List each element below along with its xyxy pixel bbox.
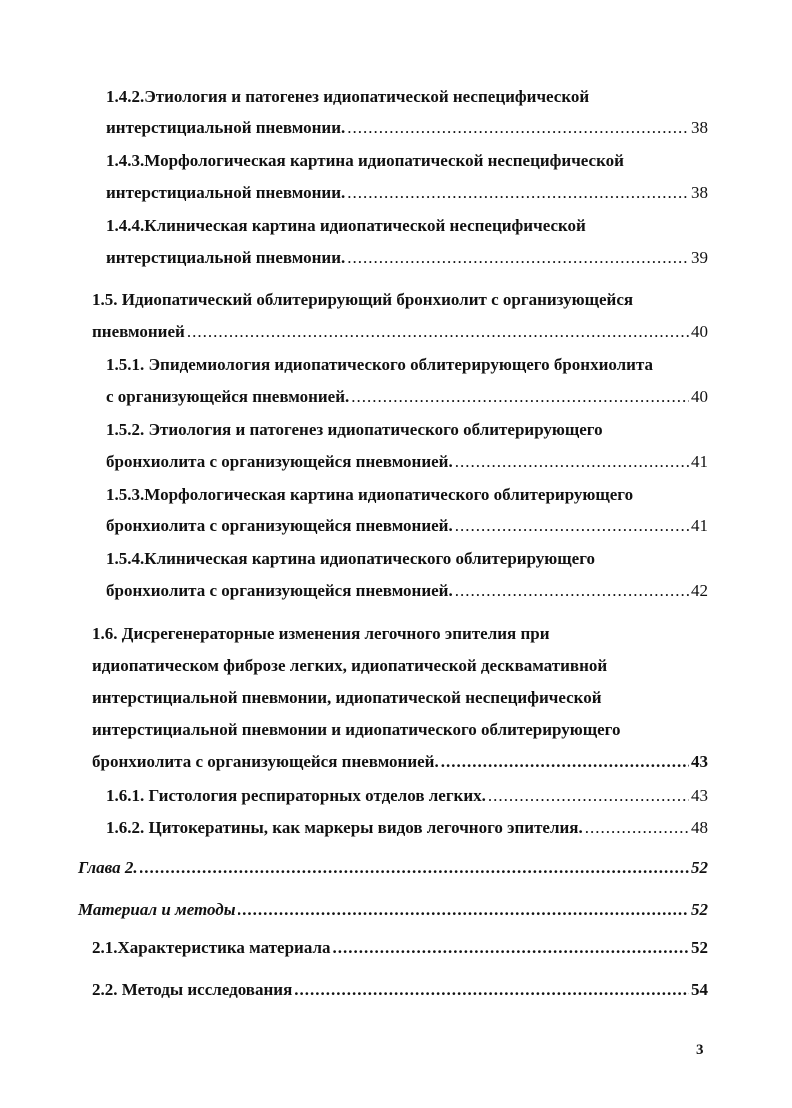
- toc-s22-title: 2.2. Методы исследования: [92, 980, 293, 999]
- toc-s22-entry[interactable]: [92, 979, 708, 1001]
- toc-s15-line2: пневмонией: [92, 322, 185, 341]
- leader-dots: [347, 117, 689, 139]
- toc-s142-page: 38: [691, 118, 708, 137]
- toc-s161-title: 1.6.1. Гистология респираторных отделов легких.: [106, 786, 486, 805]
- toc-s15-entry[interactable]: [92, 321, 708, 343]
- toc-materials-methods-title: Материал и методы: [78, 900, 236, 919]
- leader-dots: [187, 321, 689, 343]
- leader-dots: [488, 785, 689, 807]
- toc-s161-page: 43: [691, 786, 708, 805]
- leader-dots: [455, 451, 689, 473]
- leader-dots: [347, 182, 689, 204]
- leader-dots: [238, 899, 689, 921]
- toc-s161-entry[interactable]: [106, 785, 708, 807]
- toc-s151-entry[interactable]: [106, 386, 708, 408]
- leader-dots: [441, 751, 689, 773]
- page-number: 3: [696, 1042, 704, 1058]
- toc-s153-line1: 1.5.3.Морфологическая картина идиопатического облитерирующего: [106, 485, 634, 504]
- toc-chapter2-entry[interactable]: [78, 857, 708, 879]
- leader-dots: [347, 247, 689, 269]
- toc-s151-page: 40: [691, 387, 708, 406]
- toc-s16-line3: интерстициальной пневмонии, идиопатической неспецифической: [92, 688, 602, 707]
- toc-s153-entry[interactable]: [106, 515, 708, 537]
- toc-s142-entry[interactable]: [106, 117, 708, 139]
- toc-s22-page: 54: [691, 980, 708, 999]
- leader-dots: [333, 937, 689, 959]
- toc-s143-entry[interactable]: [106, 182, 708, 204]
- toc-s154-line1: 1.5.4.Клиническая картина идиопатического облитерирующего: [106, 549, 595, 568]
- toc-s162-page: 48: [691, 818, 708, 837]
- toc-s152-line1: 1.5.2. Этиология и патогенез идиопатического облитерирующего: [106, 420, 603, 439]
- leader-dots: [294, 979, 689, 1001]
- toc-s16-line4: интерстициальной пневмонии и идиопатического облитерирующего: [92, 720, 621, 739]
- toc-s21-title: 2.1.Характеристика материала: [92, 938, 331, 957]
- toc-s143-line2: интерстициальной пневмонии.: [106, 183, 346, 202]
- leader-dots: [455, 515, 689, 537]
- toc-s144-line2: интерстициальной пневмонии.: [106, 248, 346, 267]
- toc-s153-line2: бронхиолита с организующейся пневмонией.: [106, 516, 453, 535]
- toc-s16-line1: 1.6. Дисрегенераторные изменения легочного эпителия при: [92, 624, 550, 643]
- toc-s151-line1: 1.5.1. Эпидемиология идиопатического облитерирующего бронхиолита: [106, 355, 654, 374]
- toc-s152-page: 41: [691, 452, 708, 471]
- toc-s152-entry[interactable]: [106, 451, 708, 473]
- toc-s162-title: 1.6.2. Цитокератины, как маркеры видов легочного эпителия.: [106, 818, 583, 837]
- leader-dots: [455, 580, 689, 602]
- toc-s21-page: 52: [691, 938, 708, 957]
- toc-s153-page: 41: [691, 516, 708, 535]
- toc-s16-line2: идиопатическом фиброзе легких, идиопатической десквамативной: [92, 656, 608, 675]
- toc-s154-entry[interactable]: [106, 580, 708, 602]
- toc-s154-page: 42: [691, 581, 708, 600]
- toc-s15-line1: 1.5. Идиопатический облитерирующий бронхиолит с организующейся: [92, 290, 634, 309]
- toc-s16-page: 43: [691, 752, 708, 771]
- toc-s144-page: 39: [691, 248, 708, 267]
- toc-s16-line5: бронхиолита с организующейся пневмонией.: [92, 752, 439, 771]
- toc-s154-line2: бронхиолита с организующейся пневмонией.: [106, 581, 453, 600]
- toc-s144-line1: 1.4.4.Клиническая картина идиопатической неспецифической: [106, 216, 586, 235]
- toc-chapter2-title: Глава 2.: [78, 858, 138, 877]
- toc-s142-line1: 1.4.2.Этиология и патогенез идиопатической неспецифической: [106, 87, 590, 106]
- toc-s16-entry[interactable]: [92, 751, 708, 773]
- toc-s143-page: 38: [691, 183, 708, 202]
- toc-s142-line2: интерстициальной пневмонии.: [106, 118, 346, 137]
- toc-s152-line2: бронхиолита с организующейся пневмонией.: [106, 452, 453, 471]
- leader-dots: [351, 386, 689, 408]
- toc-s144-entry[interactable]: [106, 247, 708, 269]
- toc-s15-page: 40: [691, 322, 708, 341]
- toc-s162-entry[interactable]: [106, 817, 708, 839]
- toc-s143-line1: 1.4.3.Морфологическая картина идиопатической неспецифической: [106, 151, 624, 170]
- toc-s21-entry[interactable]: [92, 937, 708, 959]
- toc-s151-line2: с организующейся пневмонией.: [106, 387, 350, 406]
- toc-chapter2-page: 52: [691, 858, 708, 877]
- toc-materials-methods-entry[interactable]: [78, 899, 708, 921]
- toc-materials-methods-page: 52: [691, 900, 708, 919]
- leader-dots: [140, 857, 689, 879]
- leader-dots: [585, 817, 689, 839]
